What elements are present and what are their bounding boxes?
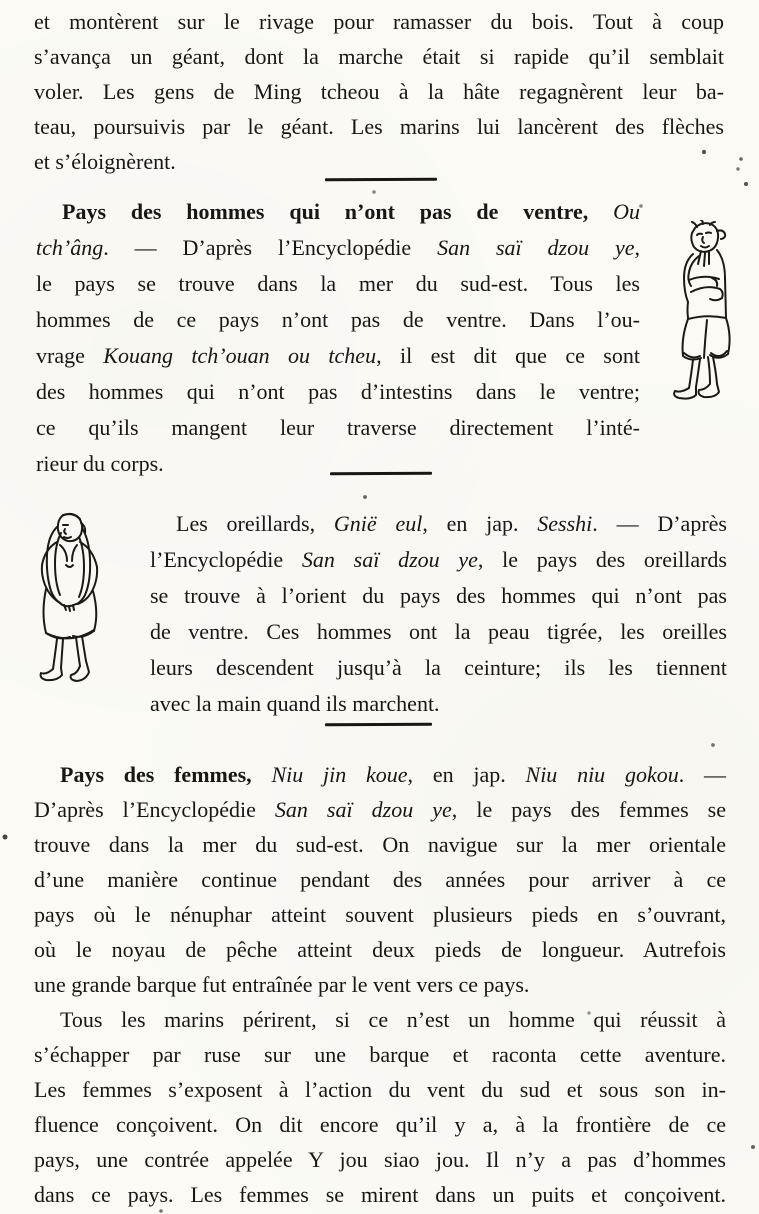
illustration-drawing — [33, 511, 109, 687]
text-segment: où le noyau de pêche atteint deux pieds de longueur. Autrefois — [34, 937, 726, 962]
text-segment: pays où le nénuphar atteint souvent plusieurs pieds en s’ouvrant, — [34, 902, 726, 927]
paragraph-giant-story — [34, 4, 724, 179]
text-line — [36, 338, 640, 374]
text-segment: pays, une contrée appelée Y jou siao jou. Il n’y a pas d’hommes — [34, 1147, 726, 1172]
text-segment: Tous les marins périrent, si ce n’est un homme qui réussit à — [60, 1007, 726, 1032]
text-line — [34, 1142, 726, 1177]
text-line — [34, 109, 724, 144]
text-line — [34, 1072, 726, 1107]
text-line — [150, 542, 727, 578]
text-segment: . — D’après — [592, 511, 727, 536]
text-segment: , le pays des oreillards — [477, 547, 727, 572]
section-divider — [325, 178, 437, 182]
italic-term: Kouang tch’ouan ou tcheu — [103, 343, 377, 368]
text-segment: Les oreillards, — [176, 511, 334, 536]
text-line — [150, 506, 727, 542]
text-segment: fluence conçoivent. On dit encore qu’il y a, à la frontière de ce — [34, 1112, 726, 1137]
text-line — [36, 302, 640, 338]
text-segment: des hommes qui n’ont pas d’intestins dans le ventre; — [36, 379, 640, 404]
text-line — [150, 650, 727, 686]
text-line — [34, 39, 724, 74]
text-segment: Pays des hommes qui n’ont pas de ventre, — [62, 199, 614, 224]
illustration-drawing — [664, 220, 748, 412]
section-divider — [330, 472, 432, 476]
text-line — [34, 792, 726, 827]
text-segment: de ventre. Ces hommes ont la peau tigrée, les oreilles — [150, 619, 727, 644]
text-line — [34, 862, 726, 897]
italic-term: San saï dzou ye — [274, 797, 452, 822]
paragraph-no-belly-country — [36, 194, 640, 482]
text-segment: et s’éloignèrent. — [34, 149, 176, 174]
italic-term: Niu niu gokou — [525, 762, 679, 787]
text-line — [34, 827, 726, 862]
text-line — [34, 4, 724, 39]
text-line — [34, 1107, 726, 1142]
text-segment: se trouve à l’orient du pays des hommes qui n’ont pas — [150, 583, 727, 608]
text-segment: le pays se trouve dans la mer du sud-est. Tous les — [36, 271, 640, 296]
text-segment: , le pays des femmes se — [451, 797, 727, 822]
text-line — [36, 194, 640, 230]
text-segment: D’après l’Encyclopédie — [34, 797, 275, 822]
text-segment: hommes de ce pays n’ont pas de ventre. Dans l’ou- — [36, 307, 640, 332]
paragraph-long-ears-country — [150, 506, 727, 722]
no-belly-man-illustration — [664, 220, 748, 412]
text-segment: leurs descendent jusqu’à la ceinture; ils les tiennent — [150, 655, 727, 680]
text-segment: Les femmes s’exposent à l’action du vent du sud et sous son in- — [34, 1077, 726, 1102]
text-segment: trouve dans la mer du sud-est. On navigue sur la mer orientale — [34, 832, 726, 857]
text-segment: une grande barque fut entraînée par le vent vers ce pays. — [34, 972, 530, 997]
italic-term: Niu jin koue — [271, 762, 408, 787]
text-segment: rieur du corps. — [36, 451, 164, 476]
text-line — [150, 578, 727, 614]
text-segment: avec la main quand ils marchent. — [150, 691, 440, 716]
scan-noise — [0, 0, 2, 2]
text-line — [34, 897, 726, 932]
text-segment: dans ce pays. Les femmes se mirent dans un puits et conçoivent. — [34, 1182, 726, 1207]
text-line — [34, 1037, 726, 1072]
text-segment: teau, poursuivis par le géant. Les marins lui lancèrent des flèches — [34, 114, 724, 139]
text-line — [34, 967, 726, 1002]
text-segment: , — [634, 235, 640, 260]
text-segment: , en jap. — [422, 511, 538, 536]
paragraph-women-country — [34, 757, 726, 1002]
text-line — [34, 144, 724, 179]
text-segment: . — D’après l’Encyclopédie — [103, 235, 438, 260]
italic-term: San saï dzou ye — [301, 547, 478, 572]
text-line — [36, 446, 640, 482]
text-line — [34, 1002, 726, 1037]
text-segment: , en jap. — [407, 762, 526, 787]
text-segment: Pays des femmes, — [60, 762, 272, 787]
italic-term: Ou — [613, 199, 640, 224]
man-holding-long-ears-illustration — [33, 511, 109, 687]
text-segment: l’Encyclopédie — [150, 547, 302, 572]
text-line — [36, 410, 640, 446]
text-segment: et montèrent sur le rivage pour ramasser du bois. Tout à coup — [34, 9, 724, 34]
italic-term: San saï dzou ye — [437, 235, 635, 260]
text-segment: vrage — [36, 343, 104, 368]
italic-term: Gnië eul — [333, 511, 423, 536]
text-segment: s’échapper par ruse sur une barque et raconta cette aventure. — [34, 1042, 726, 1067]
text-line — [150, 686, 727, 722]
text-segment: ce qu’ils mangent leur traverse directement l’inté- — [36, 415, 640, 440]
italic-term: tch’âng — [36, 235, 104, 260]
text-line — [34, 757, 726, 792]
text-segment: voler. Les gens de Ming tcheou à la hâte regagnèrent leur ba- — [34, 79, 724, 104]
italic-term: Sesshi — [537, 511, 593, 536]
text-line — [36, 374, 640, 410]
text-line — [34, 932, 726, 967]
text-line — [34, 74, 724, 109]
text-segment: , il est dit que ce sont — [376, 343, 640, 368]
section-divider — [325, 723, 432, 727]
text-line — [36, 266, 640, 302]
paragraph-sailors-story — [34, 1002, 726, 1212]
text-line — [36, 230, 640, 266]
text-line — [150, 614, 727, 650]
text-segment: . — — [678, 762, 727, 787]
text-segment: d’une manière continue pendant des années pour arriver à ce — [34, 867, 726, 892]
text-line — [34, 1177, 726, 1212]
text-segment: s’avança un géant, dont la marche était si rapide qu’il semblait — [34, 44, 724, 69]
